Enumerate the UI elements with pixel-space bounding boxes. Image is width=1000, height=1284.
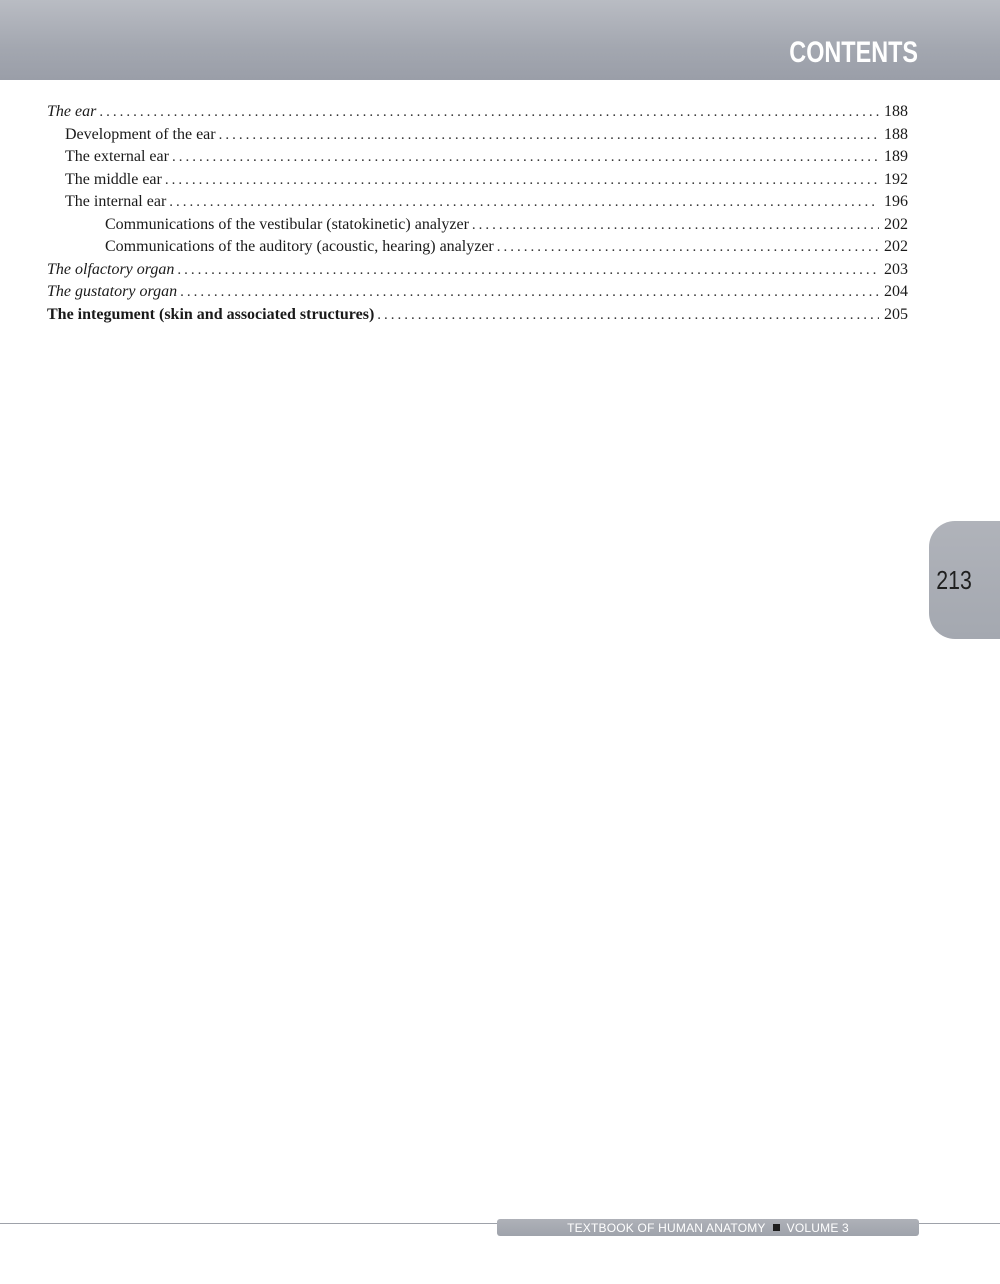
toc-entry[interactable] <box>47 214 908 237</box>
toc-entry-title: The internal ear <box>65 193 167 210</box>
toc-entry-title: The olfactory organ <box>47 260 175 278</box>
toc-leader-dots <box>172 146 879 169</box>
toc-entry[interactable] <box>47 124 908 147</box>
toc-leader-dots <box>472 214 879 237</box>
page-number: 213 <box>936 565 972 595</box>
footer-volume: VOLUME 3 <box>786 1220 849 1235</box>
toc-leader-dots <box>180 281 879 304</box>
toc-leader-dots <box>99 101 879 124</box>
toc-entry[interactable] <box>47 169 908 192</box>
page-title: CONTENTS <box>789 36 918 69</box>
table-of-contents <box>47 101 908 326</box>
toc-entry[interactable] <box>47 304 908 327</box>
footer-book-title: TEXTBOOK OF HUMAN ANATOMY <box>567 1220 766 1235</box>
toc-entry-title: The integument (skin and associated structures) <box>47 305 375 323</box>
toc-entry-page: 192 <box>884 170 908 188</box>
toc-entry-page: 202 <box>884 238 908 255</box>
toc-entry-title: The middle ear <box>65 170 162 188</box>
toc-entry[interactable] <box>47 281 908 304</box>
toc-entry-title: Communications of the vestibular (statokinetic) analyzer <box>105 215 469 233</box>
toc-entry-page: 202 <box>884 215 908 233</box>
toc-leader-dots <box>497 236 879 259</box>
toc-entry-page: 189 <box>884 148 908 165</box>
toc-leader-dots <box>219 124 879 147</box>
toc-entry[interactable] <box>47 101 908 124</box>
toc-entry-page: 188 <box>884 103 908 120</box>
toc-entry-page: 196 <box>884 193 908 210</box>
square-separator-icon <box>773 1224 780 1231</box>
toc-leader-dots <box>177 259 879 282</box>
toc-entry-page: 203 <box>884 260 908 278</box>
toc-entry-title: Development of the ear <box>65 125 216 143</box>
running-footer <box>497 1219 919 1236</box>
toc-leader-dots <box>165 169 879 192</box>
toc-leader-dots <box>377 304 879 327</box>
toc-entry-page: 204 <box>884 283 908 300</box>
toc-entry[interactable] <box>47 236 908 259</box>
toc-entry-title: The external ear <box>65 148 169 165</box>
header-band <box>0 0 1000 80</box>
toc-entry-title: The ear <box>47 103 97 120</box>
toc-leader-dots <box>169 191 879 214</box>
toc-entry-title: The gustatory organ <box>47 283 178 300</box>
toc-entry[interactable] <box>47 146 908 169</box>
toc-entry-page: 205 <box>884 305 908 323</box>
toc-entry-title: Communications of the auditory (acoustic, hearing) analyzer <box>105 238 494 255</box>
toc-entry[interactable] <box>47 259 908 282</box>
toc-entry-page: 188 <box>884 125 908 143</box>
toc-entry[interactable] <box>47 191 908 214</box>
